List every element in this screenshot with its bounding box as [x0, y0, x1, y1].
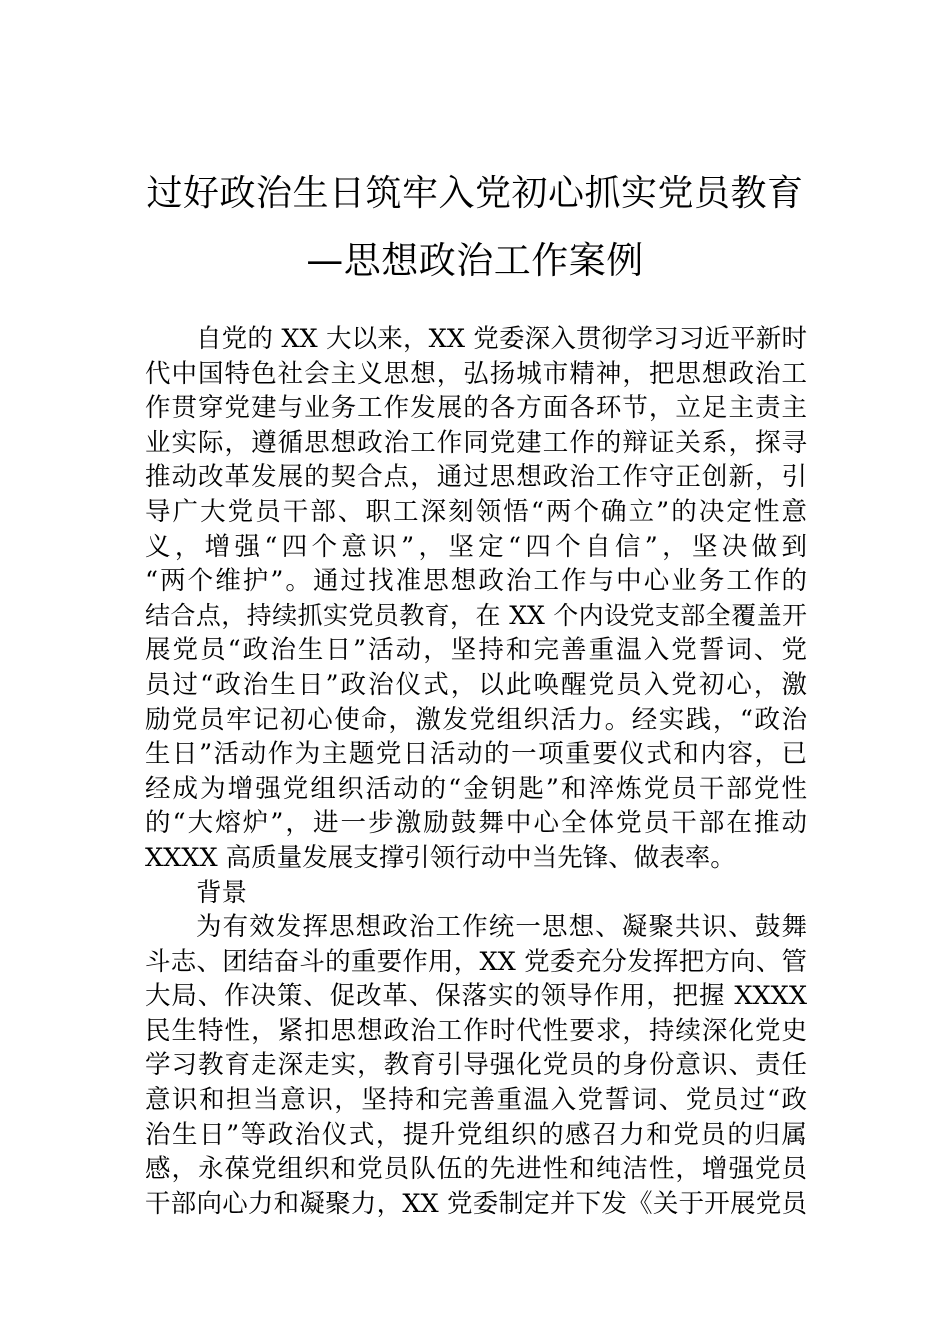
title-line-1: 过好政治生日筑牢入党初心抓实党员教育 [146, 173, 804, 214]
document-body [145, 322, 807, 1221]
text-line: 作贯穿党建与业务工作发展的各方面各环节，立足主责主 [145, 393, 807, 424]
text-line: 导广大党员干部、职工深刻领悟“两个确立”的决定性意 [145, 496, 807, 527]
text-line: 的“大熔炉”，进一步激励鼓舞中心全体党员干部在推动 [145, 808, 807, 839]
text-line: 义，增强“四个意识”，坚定“四个自信”，坚决做到 [145, 531, 807, 562]
text-line: 展党员“政治生日”活动，坚持和完善重温入党誓词、党 [145, 635, 807, 666]
text-line: 为有效发挥思想政治工作统一思想、凝聚共识、鼓舞 [196, 912, 807, 943]
text-line: 民生特性，紧扣思想政治工作时代性要求，持续深化党史 [145, 1015, 807, 1046]
text-line: 推动改革发展的契合点，通过思想政治工作守正创新，引 [145, 462, 807, 493]
document-title [145, 160, 805, 294]
text-line: 斗志、团结奋斗的重要作用，XX 党委充分发挥把方向、管 [145, 946, 807, 977]
text-line: 代中国特色社会主义思想，弘扬城市精神，把思想政治工 [145, 358, 807, 389]
text-line: 励党员牢记初心使命，激发党组织活力。经实践，“政治 [145, 704, 807, 735]
text-line: 干部向心力和凝聚力，XX 党委制定并下发《关于开展党员 [145, 1188, 807, 1219]
text-line: 意识和担当意识，坚持和完善重温入党誓词、党员过“政 [145, 1085, 807, 1116]
text-line: 业实际，遵循思想政治工作同党建工作的辩证关系，探寻 [145, 427, 807, 458]
section-heading: 背景 [196, 877, 248, 908]
text-line: 大局、作决策、促改革、保落实的领导作用，把握 XXXX [145, 981, 807, 1012]
title-line-2: —思想政治工作案例 [306, 239, 644, 282]
text-line: 学习教育走深走实，教育引导强化党员的身份意识、责任 [145, 1050, 807, 1081]
text-line: 治生日”等政治仪式，提升党组织的感召力和党员的归属 [145, 1119, 807, 1150]
text-line: XXXX 高质量发展支撑引领行动中当先锋、做表率。 [145, 842, 736, 873]
paragraph-intro [145, 322, 807, 876]
text-line: “两个维护”。通过找准思想政治工作与中心业务工作的 [145, 566, 807, 597]
text-line: 结合点，持续抓实党员教育，在 XX 个内设党支部全覆盖开 [145, 600, 807, 630]
text-line: 生日”活动作为主题党日活动的一项重要仪式和内容，已 [145, 739, 807, 770]
text-line: 自党的 XX 大以来，XX 党委深入贯彻学习习近平新时 [196, 324, 807, 354]
text-line: 经成为增强党组织活动的“金钥匙”和淬炼党员干部党性 [145, 773, 807, 804]
text-line: 员过“政治生日”政治仪式，以此唤醒党员入党初心，激 [145, 669, 807, 700]
paragraph-background [145, 910, 807, 1221]
text-line: 感，永葆党组织和党员队伍的先进性和纯洁性，增强党员 [145, 1154, 807, 1185]
